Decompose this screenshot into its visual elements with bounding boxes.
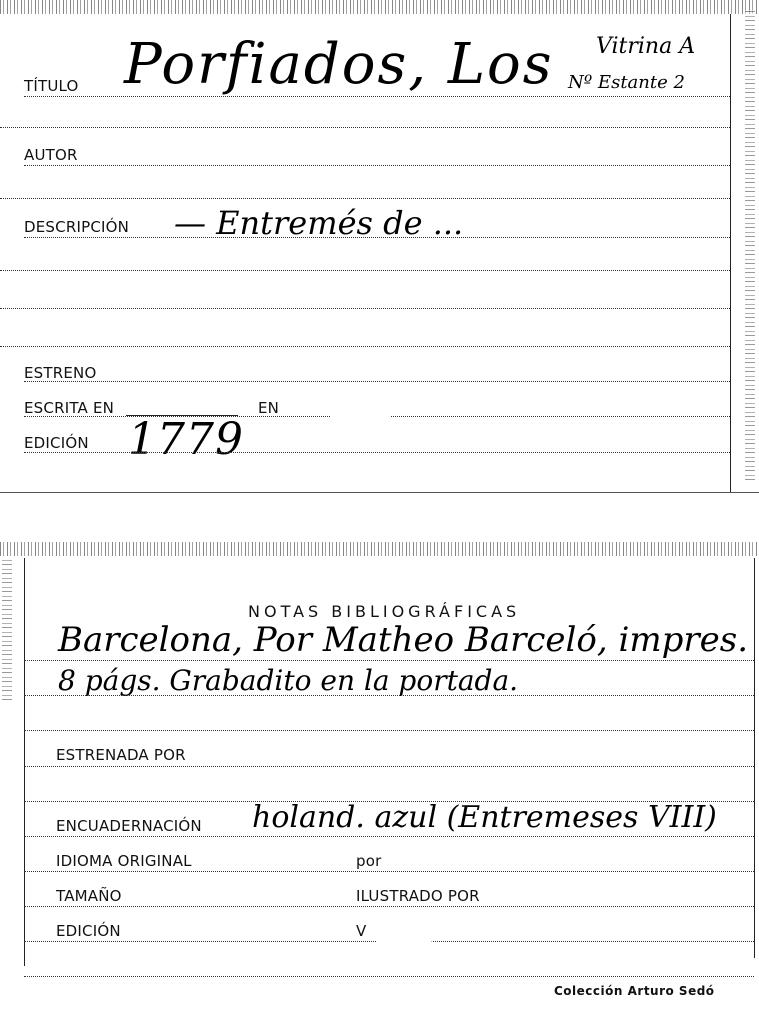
- autor-label: AUTOR: [24, 146, 78, 164]
- encuadernacion-label: ENCUADERNACIÓN: [56, 817, 202, 835]
- footer-rule: [24, 976, 754, 977]
- card-top-edge: [0, 0, 759, 14]
- tamano-rule: [24, 906, 754, 907]
- card-top-edge: [0, 542, 759, 556]
- rule-7: [0, 308, 730, 309]
- idioma-label: IDIOMA ORIGINAL: [56, 852, 192, 870]
- card-left-edge: [2, 560, 12, 700]
- vitrina-value: Vitrina A: [596, 34, 696, 59]
- edicion-label: EDICIÓN: [24, 434, 89, 452]
- va-label: V: [356, 922, 367, 940]
- estante-value: Nº Estante 2: [568, 72, 685, 93]
- notes-line-1: Barcelona, Por Matheo Barceló, impres.: [58, 620, 749, 660]
- ilustrado-label: ILUSTRADO POR: [356, 887, 480, 905]
- punch-hole: [330, 388, 390, 448]
- punch-hole: [376, 912, 432, 982]
- descripcion-value: — Entremés de ...: [174, 204, 464, 242]
- autor-rule: [24, 165, 730, 166]
- descripcion-rule: [24, 237, 730, 238]
- estrenada-label: ESTRENADA POR: [56, 746, 186, 764]
- rule-4: [0, 198, 730, 199]
- rule-6: [0, 270, 730, 271]
- edicion-rule: [24, 452, 730, 453]
- rule-8: [0, 346, 730, 347]
- estreno-rule: [24, 381, 730, 382]
- notes-rule-2: [24, 695, 754, 696]
- notes-rule-1: [24, 660, 754, 661]
- notas-heading: NOTAS BIBLIOGRÁFICAS: [248, 602, 521, 621]
- estrenada-rule: [24, 766, 754, 767]
- catalog-card-back: [0, 540, 759, 1028]
- titulo-value: Porfiados, Los: [124, 32, 554, 97]
- collection-footer: Colección Arturo Sedó: [554, 984, 715, 998]
- titulo-label: TÍTULO: [24, 77, 79, 95]
- card-bottom-border: [0, 492, 759, 493]
- descripcion-label: DESCRIPCIÓN: [24, 218, 130, 236]
- edicion-value: 1779: [128, 414, 244, 465]
- en-label: EN: [258, 399, 280, 417]
- encuadernacion-value: holand. azul (Entremeses VIII): [252, 800, 717, 835]
- catalog-card-front: [0, 0, 759, 494]
- notes-line-2: 8 págs. Grabadito en la portada.: [58, 664, 519, 697]
- titulo-rule: [24, 96, 730, 97]
- idioma-rule: [24, 871, 754, 872]
- card-border-right: [730, 14, 731, 492]
- card-border-right: [754, 558, 755, 958]
- edicion-back-label: EDICIÓN: [56, 922, 121, 940]
- tamano-label: TAMAÑO: [56, 887, 122, 905]
- escrita-label: ESCRITA EN: [24, 399, 115, 417]
- card-right-edge: [745, 10, 755, 480]
- card-border-left: [24, 558, 25, 966]
- rule-2: [0, 127, 730, 128]
- notes-rule-3: [24, 730, 754, 731]
- estreno-label: ESTRENO: [24, 364, 97, 382]
- encuadernacion-rule: [24, 836, 754, 837]
- por-label: por: [356, 852, 382, 870]
